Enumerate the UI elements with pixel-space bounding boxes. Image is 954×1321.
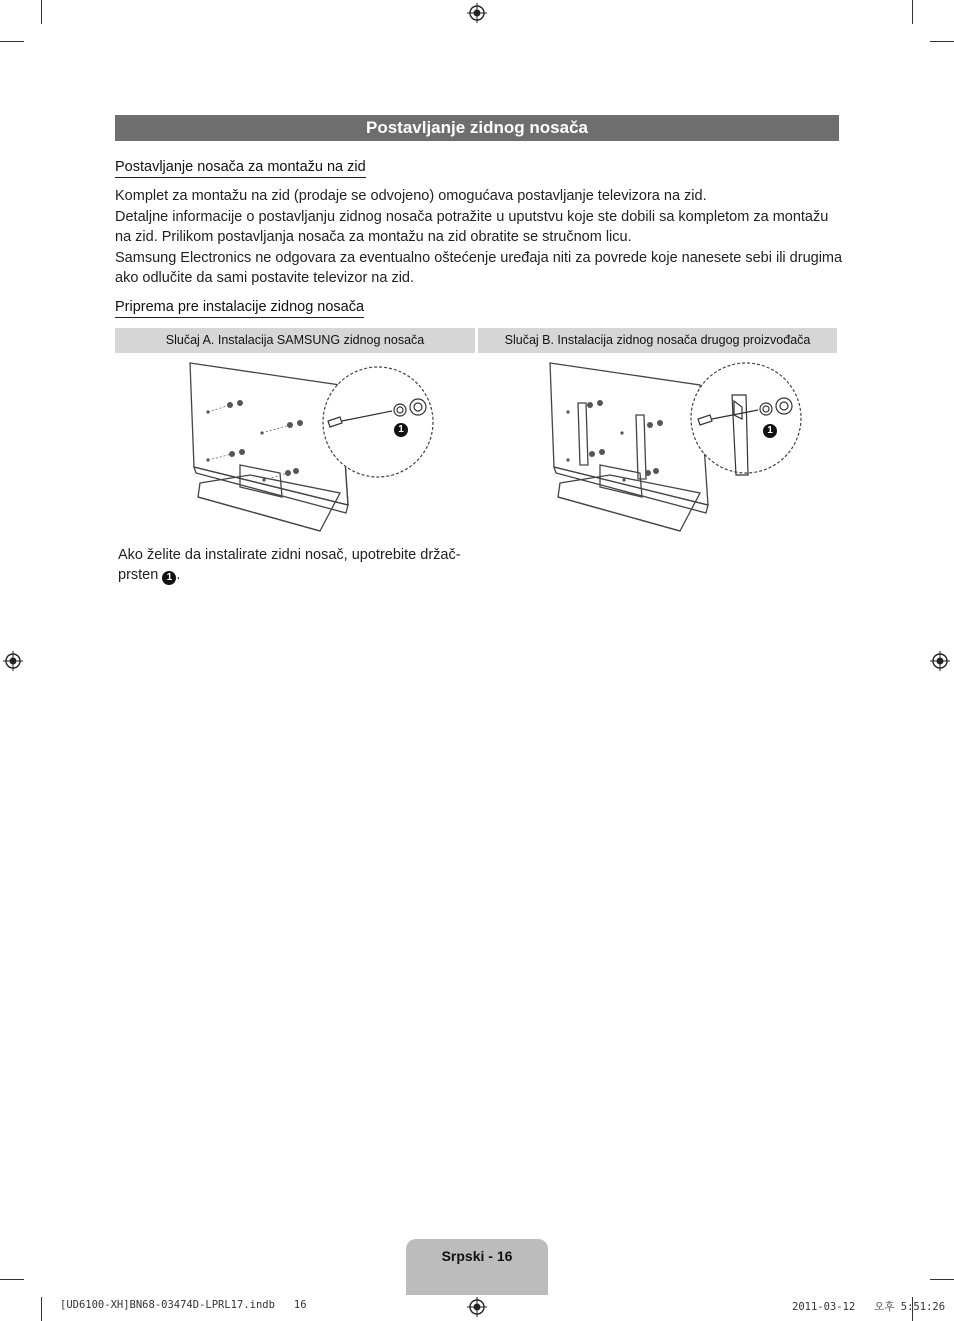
callout-number: 1	[763, 424, 777, 438]
section-title: Postavljanje zidnog nosača	[115, 115, 839, 141]
case-a-header: Slučaj A. Instalacija SAMSUNG zidnog nosača	[115, 328, 475, 353]
crop-mark	[912, 0, 913, 24]
tv-back-illustration-samsung	[180, 355, 450, 535]
footer-timestamp: 2011-03-12 오후 5:51:26	[792, 1301, 946, 1313]
paragraph: Komplet za montažu na zid (prodaje se odvojeno) omogućava postavljanje televizora na zid.	[115, 188, 707, 204]
registration-mark-icon	[467, 3, 487, 23]
crop-mark	[41, 1297, 42, 1321]
subheading-preparation: Priprema pre instalacije zidnog nosača	[115, 298, 364, 318]
note-body: Ako želite da instalirate zidni nosač, upotrebite držač-prsten	[118, 547, 461, 583]
paragraph: Samsung Electronics ne odgovara za eventualno oštećenje uređaja niti za povrede koje nanesete sebi ili drugima ako odlučite da sami postavite televizor na zid.	[115, 250, 843, 286]
footer-file-info: [UD6100-XH]BN68-03474D-LPRL17.indb 16	[60, 1299, 307, 1311]
tv-back-illustration-other	[540, 355, 810, 535]
registration-mark-icon	[467, 1297, 487, 1317]
callout-number: 1	[394, 423, 408, 437]
crop-mark	[0, 1279, 24, 1280]
crop-mark	[0, 41, 24, 42]
registration-mark-icon	[3, 651, 23, 671]
crop-mark	[930, 1279, 954, 1280]
note-end: .	[176, 567, 181, 583]
crop-mark	[41, 0, 42, 24]
crop-mark	[930, 41, 954, 42]
case-b-header: Slučaj B. Instalacija zidnog nosača drugog proizvođača	[478, 328, 837, 353]
page-number-tab: Srpski - 16	[406, 1239, 548, 1295]
subheading-wall-mount: Postavljanje nosača za montažu na zid	[115, 158, 366, 178]
callout-number: 1	[162, 571, 176, 585]
note-text	[118, 545, 478, 585]
registration-mark-icon	[930, 651, 950, 671]
paragraph: Detaljne informacije o postavljanju zidnog nosača potražite u uputstvu koje ste dobili sa kompletom za montažu na zid. Prilikom postavljanja nosača za montažu na zid obratite se stručnom licu.	[115, 209, 829, 245]
